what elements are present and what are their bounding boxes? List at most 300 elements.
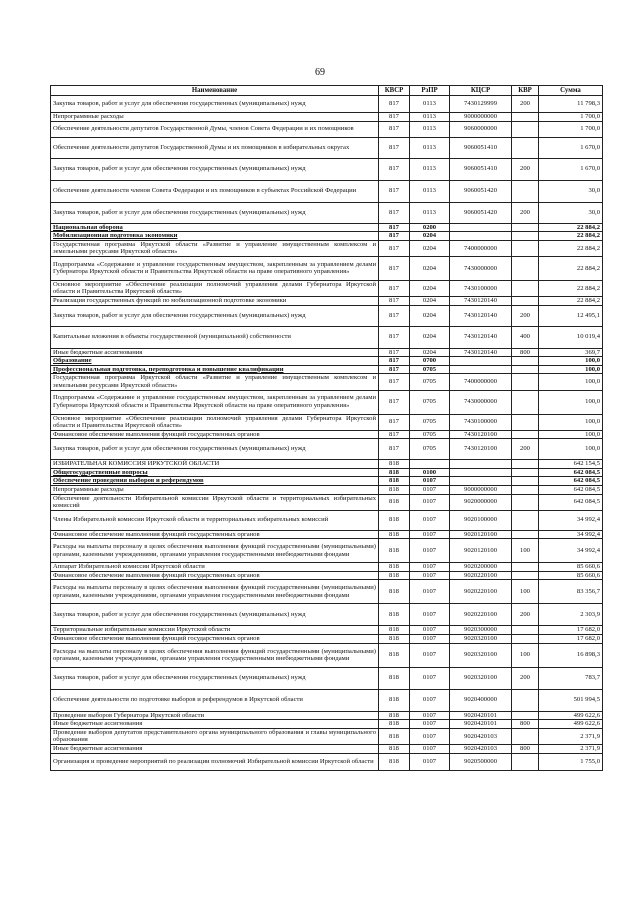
cell-kvr: [512, 494, 539, 510]
cell-name: Национальная оборона: [51, 223, 379, 232]
budget-table: [50, 85, 603, 771]
cell-kvsr: 817: [379, 180, 410, 202]
cell-kcsr: 9020420101: [450, 711, 512, 720]
table-row: [51, 728, 603, 744]
cell-kvr: [512, 563, 539, 572]
page-number: 69: [315, 67, 325, 78]
cell-kvsr: 817: [379, 374, 410, 390]
table-row: [51, 374, 603, 390]
table-row: [51, 604, 603, 626]
cell-name: Обеспечение деятельности депутатов Государственной Думы, членов Совета Федерации и их помощников: [51, 121, 379, 137]
cell-name: Иные бюджетные ассигнования: [51, 348, 379, 357]
cell-rzpr: 0204: [410, 326, 450, 348]
cell-name: Непрограммные расходы: [51, 485, 379, 494]
cell-kcsr: 9020420103: [450, 728, 512, 744]
cell-sum: 1 700,0: [539, 121, 603, 137]
cell-name: Обеспечение деятельности членов Совета Федерации и их помощников в субъектах Российской Федерации: [51, 180, 379, 202]
cell-name: Расходы на выплаты персоналу в целях обеспечения выполнения функций государственными (муниципальными) органами, казенными учреждениями, органами управления государственными внебюджетными фондами: [51, 643, 379, 667]
cell-kvr: 800: [512, 348, 539, 357]
cell-rzpr: [410, 460, 450, 469]
cell-kvsr: 817: [379, 121, 410, 137]
cell-kvsr: 817: [379, 256, 410, 280]
cell-rzpr: 0200: [410, 223, 450, 232]
cell-kvr: [512, 365, 539, 374]
cell-kvr: [512, 223, 539, 232]
cell-kcsr: 9020400000: [450, 689, 512, 711]
cell-kvsr: 818: [379, 643, 410, 667]
cell-sum: 34 992,4: [539, 510, 603, 530]
cell-sum: 100,0: [539, 414, 603, 430]
cell-sum: 100,0: [539, 439, 603, 460]
cell-kvsr: 818: [379, 477, 410, 486]
cell-sum: 2 303,9: [539, 604, 603, 626]
table-row: [51, 626, 603, 635]
table-body: [51, 96, 603, 771]
cell-sum: 501 994,5: [539, 689, 603, 711]
cell-kvsr: 817: [379, 430, 410, 439]
cell-name: Обеспечение деятельности депутатов Государственной Думы и их помощников в избирательных округах: [51, 137, 379, 158]
cell-kvr: 100: [512, 539, 539, 563]
cell-kcsr: 7430100000: [450, 280, 512, 296]
cell-sum: 85 660,6: [539, 563, 603, 572]
cell-sum: 22 884,2: [539, 232, 603, 241]
cell-kvsr: 817: [379, 365, 410, 374]
cell-kvr: [512, 113, 539, 122]
cell-sum: 499 622,6: [539, 711, 603, 720]
table-row: [51, 223, 603, 232]
cell-kvr: [512, 357, 539, 366]
table-row: [51, 326, 603, 348]
cell-kvr: [512, 240, 539, 256]
cell-rzpr: 0107: [410, 530, 450, 539]
header-rzpr: РзПР: [410, 86, 450, 96]
cell-sum: 12 495,1: [539, 305, 603, 326]
cell-name: Финансовое обеспечение выполнения функций государственных органов: [51, 635, 379, 644]
cell-kcsr: 7430100000: [450, 414, 512, 430]
cell-sum: 100,0: [539, 365, 603, 374]
cell-kvr: [512, 468, 539, 477]
cell-sum: 100,0: [539, 374, 603, 390]
cell-rzpr: 0204: [410, 256, 450, 280]
cell-kcsr: 9000000000: [450, 485, 512, 494]
cell-kcsr: 9020220100: [450, 604, 512, 626]
cell-kvsr: 817: [379, 390, 410, 414]
table-row: [51, 711, 603, 720]
cell-kcsr: 7430000000: [450, 390, 512, 414]
cell-rzpr: 0107: [410, 494, 450, 510]
cell-name: Профессиональная подготовка, переподготовка и повышение квалификации: [51, 365, 379, 374]
cell-kcsr: [450, 468, 512, 477]
cell-name: Закупка товаров, работ и услуг для обеспечения государственных (муниципальных) нужд: [51, 96, 379, 113]
cell-rzpr: 0107: [410, 571, 450, 580]
cell-kvsr: 818: [379, 626, 410, 635]
table-row: [51, 635, 603, 644]
table-header-row: [51, 86, 603, 96]
cell-kcsr: 9020220100: [450, 580, 512, 604]
cell-rzpr: 0204: [410, 232, 450, 241]
table-row: [51, 158, 603, 180]
cell-name: Основное мероприятие «Обеспечение реализации полномочий управления делами Губернатора Иркутской области и Правительства Иркутской области»: [51, 280, 379, 296]
cell-kcsr: 9020320100: [450, 635, 512, 644]
cell-name: Образование: [51, 357, 379, 366]
cell-kvsr: 818: [379, 494, 410, 510]
cell-kvsr: 818: [379, 530, 410, 539]
table-row: [51, 390, 603, 414]
cell-kvsr: 817: [379, 202, 410, 223]
cell-sum: 642 154,5: [539, 460, 603, 469]
cell-kvr: [512, 530, 539, 539]
cell-name: Непрограммные расходы: [51, 113, 379, 122]
cell-sum: 22 884,2: [539, 240, 603, 256]
cell-name: Закупка товаров, работ и услуг для обеспечения государственных (муниципальных) нужд: [51, 439, 379, 460]
table-row: [51, 753, 603, 770]
cell-name: Общегосударственные вопросы: [51, 468, 379, 477]
cell-sum: 1 670,0: [539, 137, 603, 158]
table-row: [51, 477, 603, 486]
cell-kvsr: 817: [379, 297, 410, 306]
cell-kvsr: 817: [379, 232, 410, 241]
cell-rzpr: 0705: [410, 390, 450, 414]
cell-kcsr: 9020320100: [450, 667, 512, 689]
cell-name: Обеспечение деятельности по подготовке выборов и референдумов в Иркутской области: [51, 689, 379, 711]
cell-rzpr: 0700: [410, 357, 450, 366]
cell-kcsr: 7430120140: [450, 305, 512, 326]
cell-kcsr: [450, 232, 512, 241]
cell-kvsr: 818: [379, 460, 410, 469]
cell-sum: 642 084,5: [539, 468, 603, 477]
cell-kvsr: 817: [379, 348, 410, 357]
cell-rzpr: 0107: [410, 604, 450, 626]
cell-kcsr: 9060051420: [450, 180, 512, 202]
table-row: [51, 689, 603, 711]
cell-kvsr: 818: [379, 468, 410, 477]
cell-kvr: [512, 256, 539, 280]
cell-name: Государственная программа Иркутской области «Развитие и управление имущественным комплексом и земельными ресурсами Иркутской области»: [51, 374, 379, 390]
table-row: [51, 563, 603, 572]
cell-name: Подпрограмма «Содержание и управление государственным имуществом, закрепленным за управлением делами Губернатора Иркутской области и Правительства Иркутской области на праве оперативного управления»: [51, 256, 379, 280]
table-row: [51, 580, 603, 604]
cell-kcsr: 7430120140: [450, 326, 512, 348]
cell-kvr: [512, 711, 539, 720]
cell-kvr: [512, 510, 539, 530]
cell-kcsr: 9020200000: [450, 563, 512, 572]
table-row: [51, 348, 603, 357]
table-row: [51, 414, 603, 430]
cell-rzpr: 0204: [410, 305, 450, 326]
cell-kvr: 100: [512, 580, 539, 604]
cell-kvr: [512, 232, 539, 241]
cell-name: Расходы на выплаты персоналу в целях обеспечения выполнения функций государственными (муниципальными) органами, казенными учреждениями, органами управления государственными внебюджетными фондами: [51, 539, 379, 563]
cell-kcsr: [450, 357, 512, 366]
cell-kvsr: 818: [379, 720, 410, 729]
cell-name: Финансовое обеспечение выполнения функций государственных органов: [51, 530, 379, 539]
cell-kvr: [512, 297, 539, 306]
cell-kcsr: [450, 223, 512, 232]
cell-rzpr: 0100: [410, 468, 450, 477]
table-row: [51, 494, 603, 510]
cell-kcsr: 9020220100: [450, 571, 512, 580]
cell-sum: 1 755,0: [539, 753, 603, 770]
cell-name: Подпрограмма «Содержание и управление государственным имуществом, закрепленным за управлением делами Губернатора Иркутской области и Правительства Иркутской области на праве оперативного управления»: [51, 390, 379, 414]
cell-sum: 499 622,6: [539, 720, 603, 729]
cell-sum: 1 700,0: [539, 113, 603, 122]
cell-name: Обеспечение деятельности Избирательной комиссии Иркутской области и территориальных избирательных комиссий: [51, 494, 379, 510]
cell-sum: 100,0: [539, 390, 603, 414]
cell-kvsr: 818: [379, 689, 410, 711]
table-row: [51, 571, 603, 580]
cell-rzpr: 0107: [410, 667, 450, 689]
cell-sum: 22 884,2: [539, 223, 603, 232]
cell-sum: 11 798,3: [539, 96, 603, 113]
cell-sum: 22 884,2: [539, 297, 603, 306]
cell-rzpr: 0204: [410, 297, 450, 306]
header-kvsr: КВСР: [379, 86, 410, 96]
cell-kvr: [512, 280, 539, 296]
cell-kvr: 200: [512, 305, 539, 326]
cell-rzpr: 0113: [410, 180, 450, 202]
cell-kvr: 200: [512, 202, 539, 223]
cell-sum: 100,0: [539, 430, 603, 439]
cell-rzpr: 0107: [410, 580, 450, 604]
cell-name: Территориальные избирательные комиссии Иркутской области: [51, 626, 379, 635]
cell-sum: 16 898,3: [539, 643, 603, 667]
cell-rzpr: 0107: [410, 711, 450, 720]
cell-kcsr: 7430120140: [450, 348, 512, 357]
cell-sum: 10 019,4: [539, 326, 603, 348]
table-row: [51, 297, 603, 306]
cell-kvr: 200: [512, 667, 539, 689]
cell-sum: 783,7: [539, 667, 603, 689]
cell-kvr: [512, 485, 539, 494]
cell-name: Закупка товаров, работ и услуг для обеспечения государственных (муниципальных) нужд: [51, 604, 379, 626]
cell-rzpr: 0705: [410, 414, 450, 430]
table-row: [51, 357, 603, 366]
table-row: [51, 720, 603, 729]
cell-name: Проведение выборов Губернатора Иркутской области: [51, 711, 379, 720]
cell-rzpr: 0113: [410, 96, 450, 113]
cell-kvr: 200: [512, 158, 539, 180]
cell-name: Закупка товаров, работ и услуг для обеспечения государственных (муниципальных) нужд: [51, 667, 379, 689]
cell-kvr: [512, 460, 539, 469]
header-sum: Сумма: [539, 86, 603, 96]
cell-kvr: 200: [512, 604, 539, 626]
cell-kvr: 200: [512, 439, 539, 460]
cell-kvsr: 818: [379, 635, 410, 644]
cell-kcsr: 9060000000: [450, 121, 512, 137]
table-row: [51, 137, 603, 158]
cell-kvsr: 817: [379, 280, 410, 296]
cell-kcsr: 7430120100: [450, 439, 512, 460]
cell-rzpr: 0107: [410, 720, 450, 729]
table-row: [51, 439, 603, 460]
table-row: [51, 113, 603, 122]
table-row: [51, 232, 603, 241]
cell-kvsr: 818: [379, 667, 410, 689]
cell-sum: 2 371,9: [539, 728, 603, 744]
cell-kvsr: 818: [379, 744, 410, 753]
cell-name: Организация и проведение мероприятий по реализации полномочий Избирательной комиссии Иркутской области: [51, 753, 379, 770]
cell-name: Члены Избирательной комиссии Иркутской области и территориальных избирательных комиссий: [51, 510, 379, 530]
cell-sum: 369,7: [539, 348, 603, 357]
cell-kcsr: 7430129999: [450, 96, 512, 113]
table-row: [51, 539, 603, 563]
table-row: [51, 256, 603, 280]
cell-kcsr: 9020300000: [450, 626, 512, 635]
cell-kvsr: 817: [379, 357, 410, 366]
cell-kvsr: 817: [379, 439, 410, 460]
table-row: [51, 180, 603, 202]
cell-name: Иные бюджетные ассигнования: [51, 744, 379, 753]
cell-sum: 17 682,0: [539, 626, 603, 635]
cell-kvr: [512, 728, 539, 744]
cell-kvsr: 818: [379, 563, 410, 572]
cell-name: Обеспечение проведения выборов и референдумов: [51, 477, 379, 486]
cell-kvr: [512, 626, 539, 635]
cell-name: Закупка товаров, работ и услуг для обеспечения государственных (муниципальных) нужд: [51, 158, 379, 180]
cell-kvr: 200: [512, 96, 539, 113]
cell-rzpr: 0107: [410, 539, 450, 563]
cell-sum: 34 992,4: [539, 530, 603, 539]
cell-kvr: [512, 430, 539, 439]
cell-name: Закупка товаров, работ и услуг для обеспечения государственных (муниципальных) нужд: [51, 202, 379, 223]
cell-kcsr: [450, 460, 512, 469]
cell-name: Финансовое обеспечение выполнения функций государственных органов: [51, 430, 379, 439]
cell-kvsr: 818: [379, 728, 410, 744]
cell-kvr: 100: [512, 643, 539, 667]
table-row: [51, 430, 603, 439]
table-row: [51, 365, 603, 374]
cell-kvr: [512, 571, 539, 580]
cell-kvsr: 817: [379, 137, 410, 158]
cell-kvr: 800: [512, 744, 539, 753]
cell-kcsr: [450, 477, 512, 486]
cell-rzpr: 0107: [410, 485, 450, 494]
cell-name: Государственная программа Иркутской области «Развитие и управление имущественным комплексом и земельными ресурсами Иркутской области»: [51, 240, 379, 256]
cell-sum: 30,0: [539, 180, 603, 202]
cell-kvr: [512, 477, 539, 486]
cell-rzpr: 0113: [410, 158, 450, 180]
table-row: [51, 530, 603, 539]
table-row: [51, 643, 603, 667]
table-row: [51, 305, 603, 326]
cell-kvr: [512, 689, 539, 711]
cell-kvsr: 818: [379, 753, 410, 770]
cell-sum: 642 084,5: [539, 494, 603, 510]
cell-rzpr: 0107: [410, 643, 450, 667]
cell-kvsr: 818: [379, 571, 410, 580]
cell-rzpr: 0113: [410, 137, 450, 158]
cell-rzpr: 0705: [410, 430, 450, 439]
table-row: [51, 240, 603, 256]
cell-kcsr: 9020120100: [450, 539, 512, 563]
table-row: [51, 468, 603, 477]
cell-rzpr: 0107: [410, 744, 450, 753]
cell-sum: 100,0: [539, 357, 603, 366]
cell-rzpr: 0705: [410, 439, 450, 460]
cell-kcsr: 9020320100: [450, 643, 512, 667]
cell-rzpr: 0107: [410, 563, 450, 572]
cell-kvr: [512, 137, 539, 158]
table-row: [51, 121, 603, 137]
cell-name: Аппарат Избирательной комиссии Иркутской области: [51, 563, 379, 572]
cell-kvr: [512, 374, 539, 390]
cell-rzpr: 0204: [410, 280, 450, 296]
cell-name: Капитальные вложения в объекты государственной (муниципальной) собственности: [51, 326, 379, 348]
cell-kvsr: 817: [379, 414, 410, 430]
cell-kvr: [512, 414, 539, 430]
cell-kcsr: 9000000000: [450, 113, 512, 122]
cell-rzpr: 0204: [410, 348, 450, 357]
cell-rzpr: 0204: [410, 240, 450, 256]
cell-rzpr: 0705: [410, 374, 450, 390]
cell-kvsr: 817: [379, 223, 410, 232]
table-row: [51, 485, 603, 494]
cell-kvr: [512, 635, 539, 644]
table-row: [51, 96, 603, 113]
cell-kvr: [512, 390, 539, 414]
cell-rzpr: 0107: [410, 626, 450, 635]
cell-sum: 30,0: [539, 202, 603, 223]
cell-kcsr: 9020420101: [450, 720, 512, 729]
cell-sum: 22 884,2: [539, 280, 603, 296]
cell-kvsr: 817: [379, 305, 410, 326]
cell-sum: 22 884,2: [539, 256, 603, 280]
cell-name: Мобилизационная подготовка экономики: [51, 232, 379, 241]
cell-sum: 83 356,7: [539, 580, 603, 604]
cell-kcsr: 9020100000: [450, 510, 512, 530]
cell-name: Проведение выборов депутатов представительного органа муниципального образования и главы муниципального образования: [51, 728, 379, 744]
header-kcsr: КЦСР: [450, 86, 512, 96]
cell-rzpr: 0113: [410, 121, 450, 137]
cell-kcsr: 7430120100: [450, 430, 512, 439]
cell-name: Закупка товаров, работ и услуг для обеспечения государственных (муниципальных) нужд: [51, 305, 379, 326]
cell-rzpr: 0107: [410, 510, 450, 530]
cell-kvsr: 818: [379, 510, 410, 530]
cell-kcsr: 7430000000: [450, 256, 512, 280]
cell-kvsr: 817: [379, 240, 410, 256]
cell-rzpr: 0107: [410, 753, 450, 770]
cell-name: Реализация государственных функций по мобилизационной подготовке экономики: [51, 297, 379, 306]
cell-kvsr: 817: [379, 96, 410, 113]
cell-name: Основное мероприятие «Обеспечение реализации полномочий управления делами Губернатора Иркутской области и Правительства Иркутской области»: [51, 414, 379, 430]
cell-kvr: [512, 753, 539, 770]
cell-rzpr: 0113: [410, 113, 450, 122]
cell-kcsr: 9060051420: [450, 202, 512, 223]
cell-name: Иные бюджетные ассигнования: [51, 720, 379, 729]
cell-sum: 642 084,5: [539, 485, 603, 494]
cell-kvr: 400: [512, 326, 539, 348]
cell-rzpr: 0107: [410, 635, 450, 644]
cell-kvsr: 818: [379, 539, 410, 563]
cell-name: ИЗБИРАТЕЛЬНАЯ КОМИССИЯ ИРКУТСКОЙ ОБЛАСТИ: [51, 460, 379, 469]
cell-kcsr: 9020420103: [450, 744, 512, 753]
header-name: Наименование: [51, 86, 379, 96]
cell-kcsr: 7430120140: [450, 297, 512, 306]
header-kvr: КВР: [512, 86, 539, 96]
cell-sum: 17 682,0: [539, 635, 603, 644]
table-row: [51, 744, 603, 753]
cell-rzpr: 0113: [410, 202, 450, 223]
cell-kcsr: [450, 365, 512, 374]
cell-name: Финансовое обеспечение выполнения функций государственных органов: [51, 571, 379, 580]
cell-kvsr: 818: [379, 485, 410, 494]
table-row: [51, 280, 603, 296]
cell-sum: 1 670,0: [539, 158, 603, 180]
cell-rzpr: 0107: [410, 728, 450, 744]
table-row: [51, 667, 603, 689]
cell-kcsr: 9020000000: [450, 494, 512, 510]
cell-rzpr: 0107: [410, 689, 450, 711]
